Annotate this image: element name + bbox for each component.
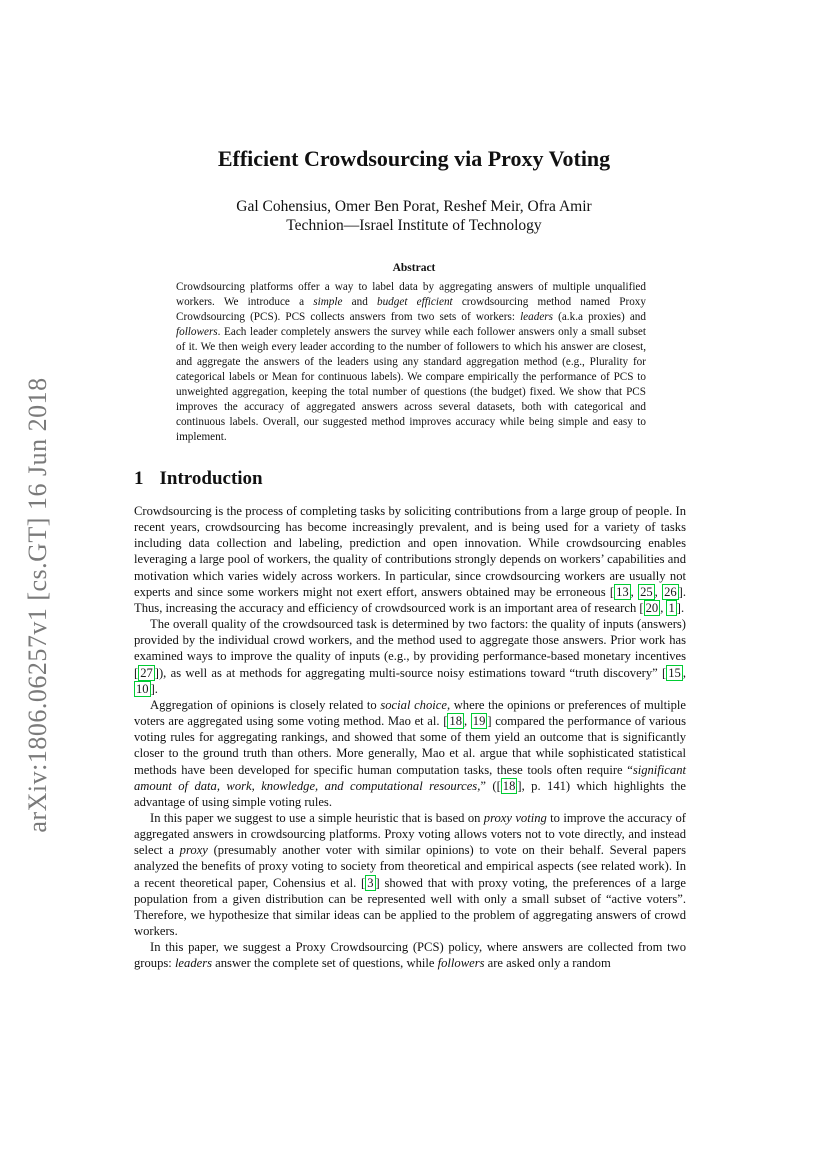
text-run: , (660, 600, 667, 615)
text-run: ]), as well as at methods for aggregating multi-source noisy estimations toward “truth discovery” [ (154, 665, 667, 680)
text-run: , where the opinions or preferences of multiple voters are aggregated using some voting method. Mao et al. [ (134, 697, 687, 729)
emphasis: followers (176, 326, 218, 338)
text-run: are asked only a random (484, 956, 611, 971)
text-run: ], p. 141) which highlights the advantage of using simple voting rules. (134, 778, 686, 809)
paragraph (134, 810, 686, 939)
text-run: ]. (150, 681, 158, 696)
text-run: In this paper we suggest to use a simple heuristic that is based on (150, 810, 484, 825)
citation-ref[interactable]: 25 (640, 584, 653, 599)
citation-link[interactable] (501, 778, 518, 794)
author-block (0, 197, 828, 235)
citation-link[interactable] (662, 584, 679, 600)
citation-ref[interactable]: 13 (616, 584, 629, 599)
abstract-heading: Abstract (392, 262, 436, 274)
body-text (134, 503, 686, 972)
citation-ref[interactable]: 20 (645, 600, 659, 615)
text-run: Crowdsourcing is the process of completing tasks by soliciting contributions from a large group of people. In recent years, crowdsourcing has become increasingly prevalent, and is being used for a variety of tasks including data collection and labeling, prediction and open innovation. While crowdsourcing enables leveraging a large pool of workers, the quality of contributions strongly depends on workers’ capabilities and motivation which varies widely across workers. In particular, since crowdsourcing workers are usually not experts and since some workers might not exert effort, answers obtained may be erroneous [ (134, 504, 686, 599)
citation-ref[interactable]: 26 (664, 584, 677, 599)
affiliation: Technion—Israel Institute of Technology (286, 217, 542, 234)
section-number: 1 (134, 468, 144, 489)
abstract-text-run: (a.k.a proxies) and (553, 311, 646, 323)
citation-link[interactable] (134, 681, 151, 697)
paragraph (134, 697, 686, 810)
citation-link[interactable] (471, 713, 488, 729)
citation-link[interactable] (365, 875, 375, 891)
citation-ref[interactable]: 10 (136, 681, 149, 696)
text-run: , (682, 665, 686, 680)
author-names: Gal Cohensius, Omer Ben Porat, Reshef Meir, Ofra Amir (236, 198, 592, 215)
text-run: The overall quality of the crowdsourced task is determined by two factors: the quality of inputs (answers) provided by the individual crowd workers, and the method used to aggregate those answers. Prior work has examined ways to improve the quality of inputs (e.g., by providing performance-based monetary incentives [ (134, 617, 686, 680)
abstract-text (176, 280, 646, 445)
paper-title: Efficient Crowdsourcing via Proxy Voting (217, 146, 611, 171)
emphasis: social choice (380, 697, 447, 712)
text-run: Aggregation of opinions is closely related to (150, 697, 381, 712)
citation-link[interactable] (666, 665, 683, 681)
citation-link[interactable] (614, 584, 631, 600)
citation-link[interactable] (447, 713, 464, 729)
section-title: Introduction (159, 468, 263, 489)
emphasis: significant amount of data, work, knowledge, and computational resources, (134, 762, 686, 793)
emphasis: leaders (520, 311, 554, 323)
abstract-text-run: Crowdsourcing platforms offer a way to label data by aggregating answers of multiple unqualified workers. We introduce a (176, 281, 646, 308)
paragraph (134, 939, 686, 971)
emphasis: budget efficient (376, 296, 453, 308)
emphasis: leaders (174, 956, 213, 971)
emphasis: proxy (179, 843, 208, 858)
text-run: In this paper, we suggest a Proxy Crowdsourcing (PCS) policy, where answers are collected from two groups: (134, 940, 686, 971)
arxiv-side-stamp (18, 370, 58, 840)
citation-ref[interactable]: 18 (449, 714, 462, 729)
arxiv-identifier: arXiv:1806.06257v1 [cs.GT] 16 Jun 2018 (23, 377, 52, 833)
citation-ref[interactable]: 18 (502, 778, 516, 793)
paragraph (134, 616, 686, 697)
citation-link[interactable] (644, 600, 661, 616)
text-run: ]. (676, 600, 685, 615)
emphasis: followers (437, 956, 485, 971)
text-run: ]. Thus, increasing the accuracy and efficiency of crowdsourced work is an important area of research [ (134, 584, 686, 615)
abstract-text-run: crowdsourcing method named Proxy Crowdsourcing (PCS). PCS collects answers from two sets of workers: (176, 296, 646, 323)
paragraph (134, 503, 686, 616)
text-run: ] compared the performance of various voting rules for aggregating rankings, and showed that some of them yield an outcome that is significantly closer to the ground truth than others. More generally, Mao et al. argue that while sophisticated statistical methods have been developed for specific human computation tasks, these tools often require “ (134, 714, 686, 777)
citation-ref[interactable]: 15 (668, 665, 681, 680)
citation-link[interactable] (138, 665, 155, 681)
text-run: answer the complete set of questions, while (212, 956, 438, 971)
citation-ref[interactable]: 3 (367, 875, 374, 890)
emphasis: proxy voting (483, 810, 547, 825)
text-run: , (630, 584, 639, 599)
citation-ref[interactable]: 1 (668, 600, 675, 615)
abstract-text-run: and (342, 296, 377, 308)
abstract-text-run: . Each leader completely answers the survey while each follower answers only a small subset of it. We then weigh every leader according to the number of followers to which his answer are closest, and aggregate the answers of the leaders using any standard aggregation method (e.g., Plurality for categorical labels or Mean for continuous labels). We compare empirically the performance of PCS to unweighted aggregation, keeping the total number of questions (the budget) fixed. We show that PCS improves the accuracy of aggregated answers across several datasets, both with categorical and continuous labels. Overall, our suggested method improves accuracy while being simple and easy to implement. (176, 326, 646, 443)
text-run: , (463, 714, 471, 729)
citation-ref[interactable]: 27 (140, 665, 153, 680)
section-heading (134, 468, 263, 490)
text-run: , (654, 584, 663, 599)
text-run: (presumably another voter with similar opinions) to vote on their behalf. Several papers analyzed the benefits of proxy voting to society from theoretical and empirical aspects (see related work). In a recent theoretical paper, Cohensius et al. [ (134, 843, 686, 890)
text-run: to improve the accuracy of aggregated answers in crowdsourcing platforms. Proxy voting allows voters not to vote directly, and instead select a (134, 810, 686, 858)
citation-link[interactable] (666, 600, 676, 616)
citation-link[interactable] (638, 584, 655, 600)
text-run: ] showed that with proxy voting, the preferences of a large population from a given distribution can be represented well with only a small subset of “active voters”. Therefore, we hypothesize that similar ideas can be applied to the problem of aggregating answers of crowd workers. (134, 875, 686, 939)
text-run: ” ([ (480, 778, 501, 793)
emphasis: simple (313, 296, 343, 308)
citation-ref[interactable]: 19 (472, 714, 486, 729)
